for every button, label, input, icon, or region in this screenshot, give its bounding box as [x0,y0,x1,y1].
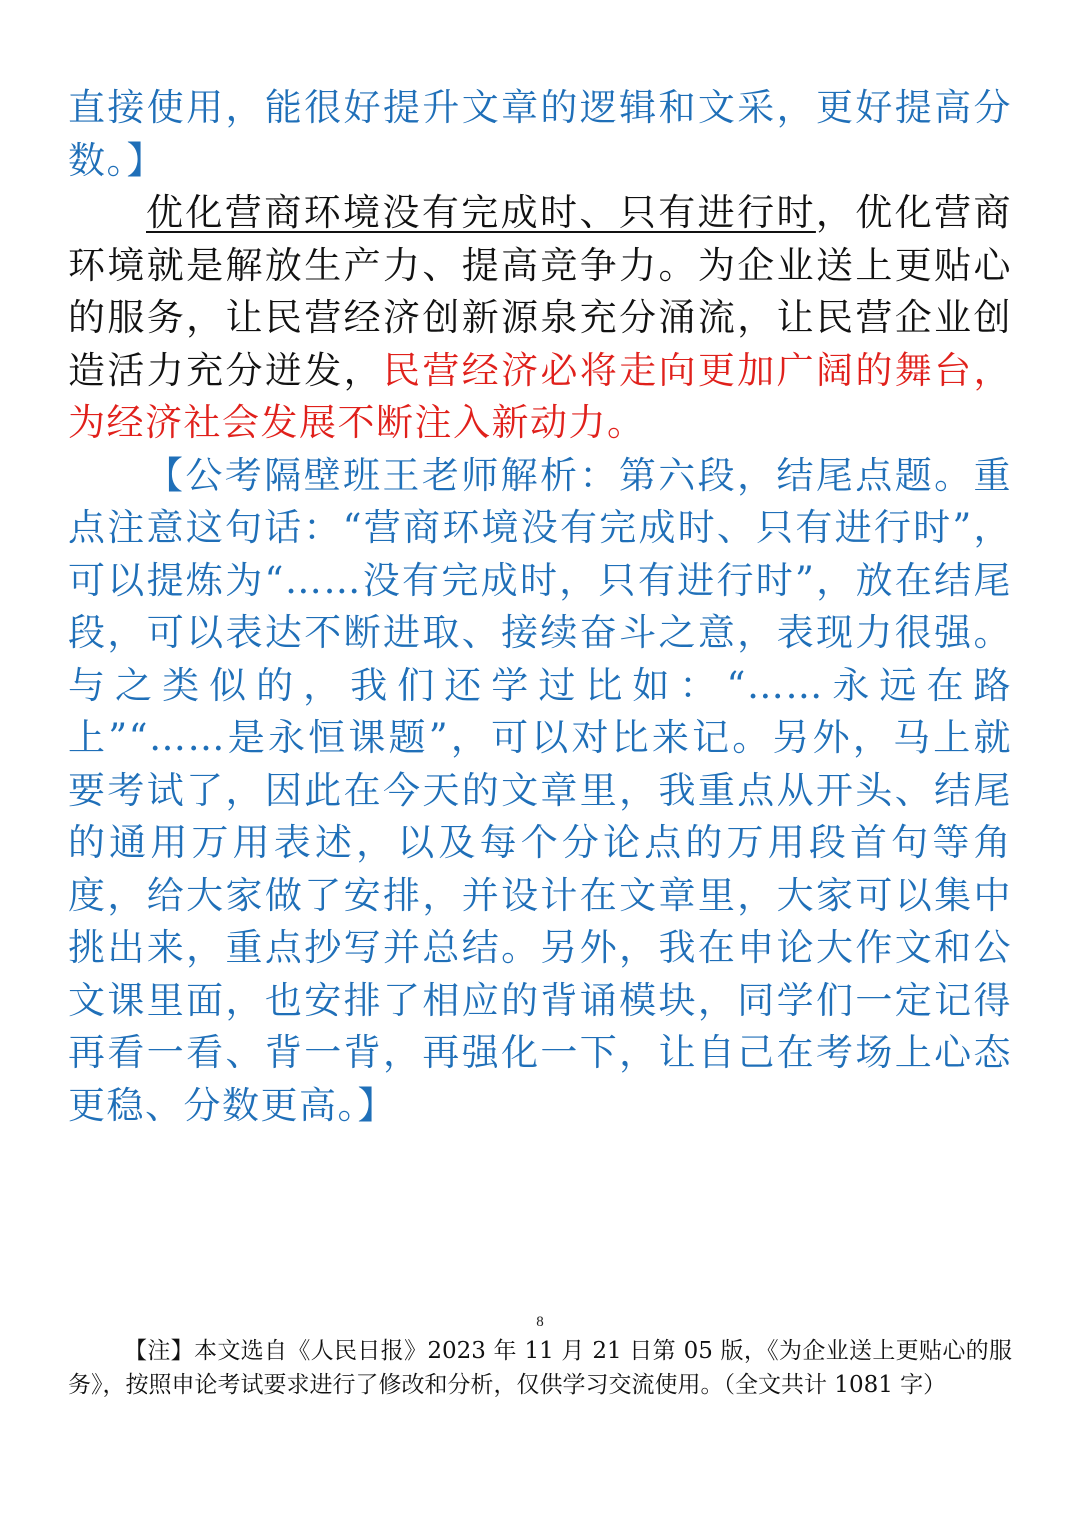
document-body [68,82,1012,1132]
underlined-key-sentence: 优化营商环境没有完成时、只有进行时 [146,191,816,234]
red-highlight-sentence: 民营经济必将走向更加广阔的舞台，为经济社会发展不断注入新动力。 [68,348,1013,444]
footnote-text: 【注】本文选自《人民日报》2023 年 11 月 21 日第 05 版，《为企业送上更贴心的服务》，按照申论考试要求进行了修改和分析，仅供学习交流使用。（全文共计 1081 字） [68,1338,1012,1398]
footnote [68,1334,1012,1402]
analysis-continuation-paragraph: 直接使用，能很好提升文章的逻辑和文采，更好提高分数。】 [68,86,1012,182]
analysis-paragraph: 【公考隔壁班王老师解析：第六段，结尾点题。重点注意这句话：“营商环境没有完成时、只有进行时”，可以提炼为“……没有完成时，只有进行时”，放在结尾段，可以表达不断进取、接续奋斗之意，表现力很强。与之类似的，我们还学过比如：“……永远在路上”“……是永恒课题”，可以对比来记。另外，马上就要考试了，因此在今天的文章里，我重点从开头、结尾的通用万用表述，以及每个分论点的万用段首句等角度，给大家做了安排，并设计在文章里，大家可以集中挑出来，重点抄写并总结。另外，我在申论大作文和公文课里面，也安排了相应的背诵模块，同学们一定记得再看一看、背一背，再强化一下，让自己在考场上心态更稳、分数更高。】 [68,453,1012,1127]
page-number: 8 [536,1314,544,1330]
body-paragraph [68,187,1012,450]
body-text-segment: ，优化营商环境就是解放生产力、提高竞争力。为企业送上更贴心的服务，让民营经济创新源泉充分涌流，让民营企业创造活力充分迸发， [68,191,1013,392]
